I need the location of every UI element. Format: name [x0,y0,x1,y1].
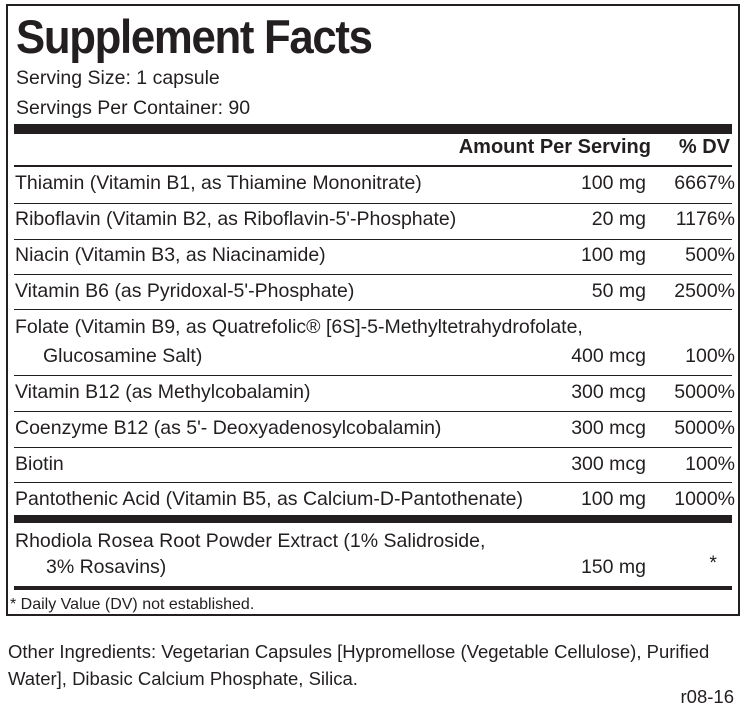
nutrient-amount: 100 mg [580,488,646,510]
row-divider [14,309,732,310]
dv-footnote: * Daily Value (DV) not established. [10,596,255,613]
header-divider [14,165,732,167]
nutrient-dv: 1176% [675,208,735,230]
servings-per-container: Servings Per Container: 90 [16,97,251,119]
bottom-divider [14,586,732,590]
serving-size: Serving Size: 1 capsule [16,67,220,89]
nutrient-name-continued: Glucosamine Salt) [43,345,203,367]
nutrient-amount: 20 mg [591,208,646,230]
nutrient-name: Pantothenic Acid (Vitamin B5, as Calcium-D-Pantothenate) [15,488,523,510]
nutrient-name: Coenzyme B12 (as 5'- Deoxyadenosylcobalamin) [15,417,442,439]
dv-header: % DV [678,136,730,158]
row-divider [14,239,732,240]
nutrient-amount: 50 mg [591,280,646,302]
nutrient-dv: 1000% [674,488,735,510]
nutrient-dv: 5000% [674,417,735,439]
nutrient-name: Riboflavin (Vitamin B2, as Riboflavin-5'-Phosphate) [15,208,457,230]
nutrient-name: Vitamin B12 (as Methylcobalamin) [15,381,311,403]
thick-divider [14,515,732,523]
nutrient-name: Folate (Vitamin B9, as Quatrefolic® [6S]-5-Methyltetrahydrofolate, [15,316,583,338]
nutrient-name: Biotin [15,453,64,475]
row-divider [14,274,732,275]
nutrient-dv: 100% [685,453,735,475]
label-code: r08-16 [680,686,734,707]
thick-divider [14,124,732,134]
supplement-facts-panel [6,4,740,616]
nutrient-amount: 400 mcg [571,345,646,367]
nutrient-amount: 100 mg [580,244,646,266]
row-divider [14,411,732,412]
nutrient-dv: * [709,552,717,574]
other-ingredients: Other Ingredients: Vegetarian Capsules [Hypromellose (Vegetable Cellulose), Purified Water], Dibasic Calcium Phosphate, Silica. [8,641,710,689]
nutrient-name-continued: 3% Rosavins) [46,556,167,578]
nutrient-name: Rhodiola Rosea Root Powder Extract (1% Salidroside, [15,530,486,552]
row-divider [14,447,732,448]
amount-header: Amount Per Serving [458,136,651,158]
nutrient-dv: 2500% [674,280,735,302]
row-divider [14,203,732,204]
nutrient-dv: 6667% [674,172,735,194]
nutrient-dv: 5000% [674,381,735,403]
row-divider [14,375,732,376]
nutrient-amount: 300 mcg [571,453,646,475]
nutrient-name: Vitamin B6 (as Pyridoxal-5'-Phosphate) [15,280,355,302]
nutrient-dv: 100% [685,345,735,367]
nutrient-dv: 500% [685,244,735,266]
nutrient-amount: 150 mg [580,556,646,578]
nutrient-name: Thiamin (Vitamin B1, as Thiamine Mononitrate) [15,172,422,194]
nutrient-amount: 100 mg [580,172,646,194]
row-divider [14,482,732,483]
nutrient-amount: 300 mcg [571,381,646,403]
nutrient-amount: 300 mcg [571,417,646,439]
panel-title: Supplement Facts [16,10,372,63]
nutrient-name: Niacin (Vitamin B3, as Niacinamide) [15,244,326,266]
